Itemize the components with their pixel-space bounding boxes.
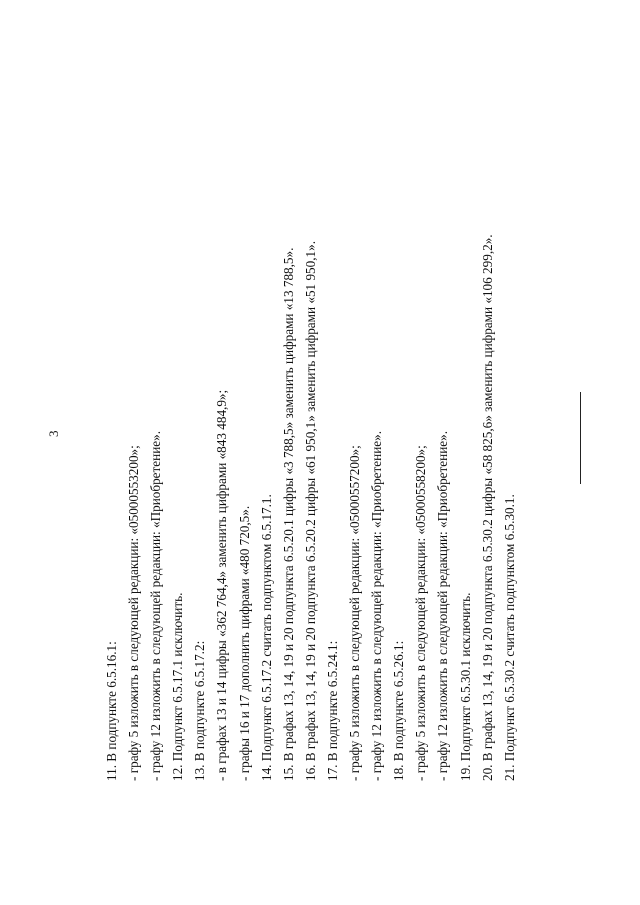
page-number: 3	[46, 430, 61, 437]
list-item: - графу 5 изложить в следующей редакции: «05000553200»;	[126, 445, 142, 781]
list-item: - графу 12 изложить в следующей редакции: «Приобретение».	[148, 430, 164, 781]
list-item: - в графах 13 и 14 цифры «362 764,4» заменить цифрами «843 484,9»;	[214, 389, 230, 781]
list-item: - графу 12 изложить в следующей редакции: «Приобретение».	[369, 430, 385, 781]
list-item: 15. В графах 13, 14, 19 и 20 подпункта 6.5.20.1 цифры «3 788,5» заменить цифрами «13 788,5».	[280, 247, 296, 781]
list-item: - графу 12 изложить в следующей редакции: «Приобретение».	[435, 430, 451, 781]
list-item: 16. В графах 13, 14, 19 и 20 подпункта 6.5.20.2 цифры «61 950,1» заменить цифрами «51 950,1».	[302, 240, 318, 781]
list-item: 21. Подпункт 6.5.30.2 считать подпунктом 6.5.30.1.	[501, 494, 517, 781]
list-item: 20. В графах 13, 14, 19 и 20 подпункта 6.5.30.2 цифры «58 825,6» заменить цифрами «106 299,2».	[479, 234, 495, 781]
list-item: 19. Подпункт 6.5.30.1 исключить.	[457, 592, 473, 781]
list-item: 12. Подпункт 6.5.17.1 исключить.	[170, 592, 186, 781]
list-item: 13. В подпункте 6.5.17.2:	[192, 640, 208, 781]
amendments-list	[101, 61, 521, 781]
list-item: 14. Подпункт 6.5.17.2 считать подпунктом 6.5.17.1.	[258, 494, 274, 781]
list-item: - графы 16 и 17 дополнить цифрами «480 720,5».	[236, 505, 252, 781]
list-item: - графу 5 изложить в следующей редакции: «05000557200»;	[347, 445, 363, 781]
list-item: - графу 5 изложить в следующей редакции: «05000558200»;	[413, 445, 429, 781]
list-item: 18. В подпункте 6.5.26.1:	[391, 640, 407, 781]
list-item: 11. В подпункте 6.5.16.1:	[104, 641, 119, 781]
closing-divider-line	[580, 392, 581, 484]
list-item: 17. В подпункте 6.5.24.1:	[324, 640, 340, 781]
